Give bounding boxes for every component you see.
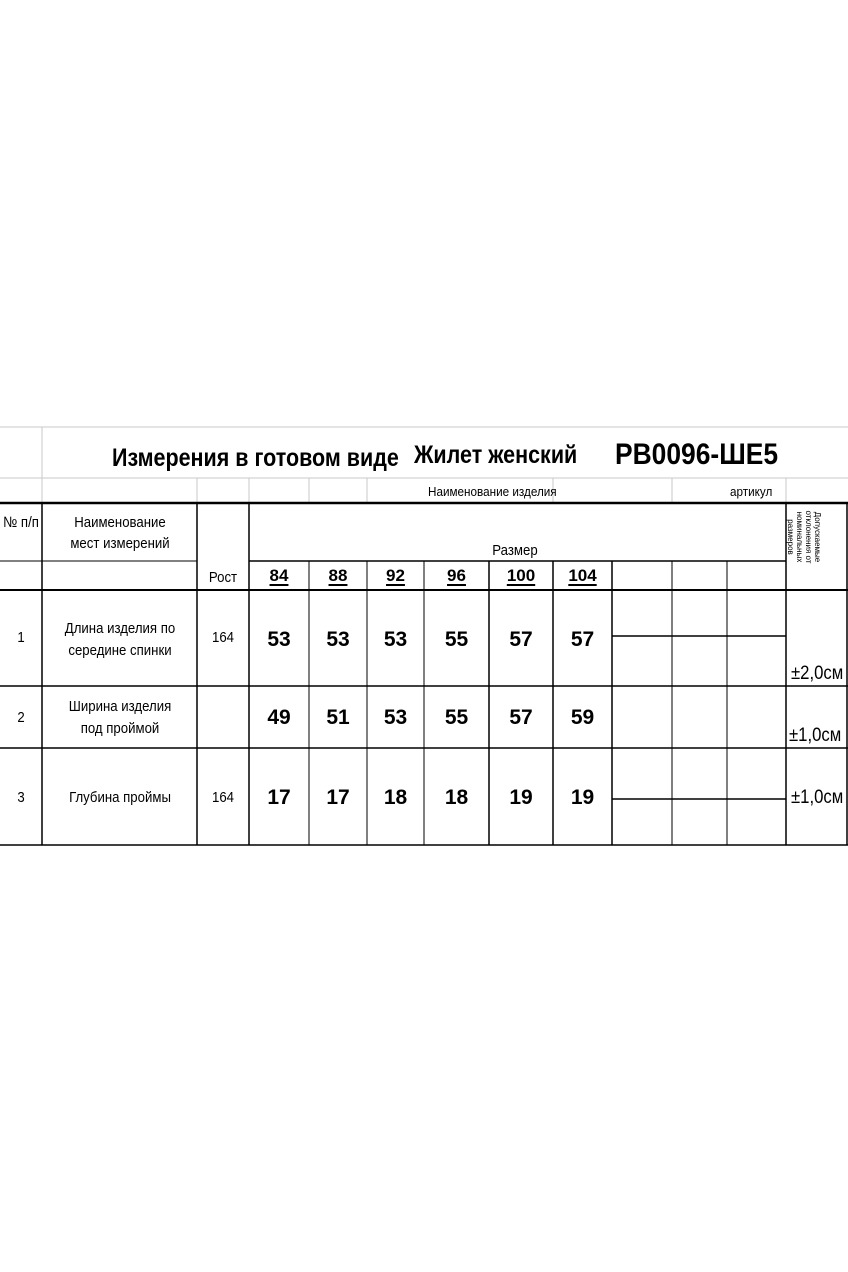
row-2-value-92: 53 [383, 706, 408, 729]
sheet-title: Измерения в готовом виде [112, 444, 399, 472]
row-2-name: Ширина изделия под проймой [68, 698, 172, 737]
row-3-tolerance: ±1,0см [791, 787, 844, 808]
row-3-number: 3 [17, 789, 25, 806]
size-92: 92 [386, 566, 405, 585]
row-1-value-96: 55 [444, 628, 469, 651]
row-1-value-88: 53 [326, 628, 350, 651]
row-3-value-100: 19 [509, 786, 533, 809]
row-3-height: 164 [211, 789, 235, 806]
row-3-value-92: 18 [383, 786, 408, 809]
size-100: 100 [506, 566, 536, 585]
row-1-number: 1 [17, 629, 25, 646]
row-2-value-100: 57 [509, 706, 533, 729]
row-2-value-96: 55 [444, 706, 469, 729]
row-1-height: 164 [211, 629, 235, 646]
size-84: 84 [269, 566, 289, 585]
size-88: 88 [328, 566, 348, 585]
article-caption: артикул [730, 484, 773, 499]
row-3-name: Глубина проймы [69, 789, 171, 806]
size-104: 104 [568, 566, 597, 585]
row-3-value-84: 17 [267, 786, 291, 809]
row-3-value-104: 19 [570, 786, 595, 809]
row-1-value-84: 53 [267, 628, 291, 651]
row-2-value-88: 51 [326, 706, 350, 729]
row-1-name: Длина изделия по середине спинки [64, 620, 176, 659]
product-name: Жилет женский [414, 441, 578, 469]
row-2-tolerance: ±1,0см [789, 725, 842, 746]
row-3-value-88: 17 [326, 786, 350, 809]
row-1-tolerance: ±2,0см [791, 663, 844, 684]
size-96: 96 [447, 566, 466, 585]
row-1-value-100: 57 [509, 628, 533, 651]
row-1-value-92: 53 [383, 628, 408, 651]
col-number-header: № п/п [3, 514, 39, 531]
row-3-value-96: 18 [444, 786, 469, 809]
col-size-header: Размер [492, 542, 538, 559]
col-place-header: Наименование мест измерений [70, 514, 170, 552]
row-1-value-104: 57 [570, 628, 595, 651]
row-2-value-84: 49 [267, 706, 291, 729]
col-tolerance-header: Допускаемые отклонения от номинальных размеров [786, 510, 822, 564]
col-height-header: Рост [208, 569, 238, 586]
row-2-number: 2 [17, 709, 25, 726]
product-name-caption: Наименование изделия [428, 484, 557, 499]
row-2-value-104: 59 [570, 706, 595, 729]
article-number: РВ0096-ШЕ5 [615, 438, 779, 471]
